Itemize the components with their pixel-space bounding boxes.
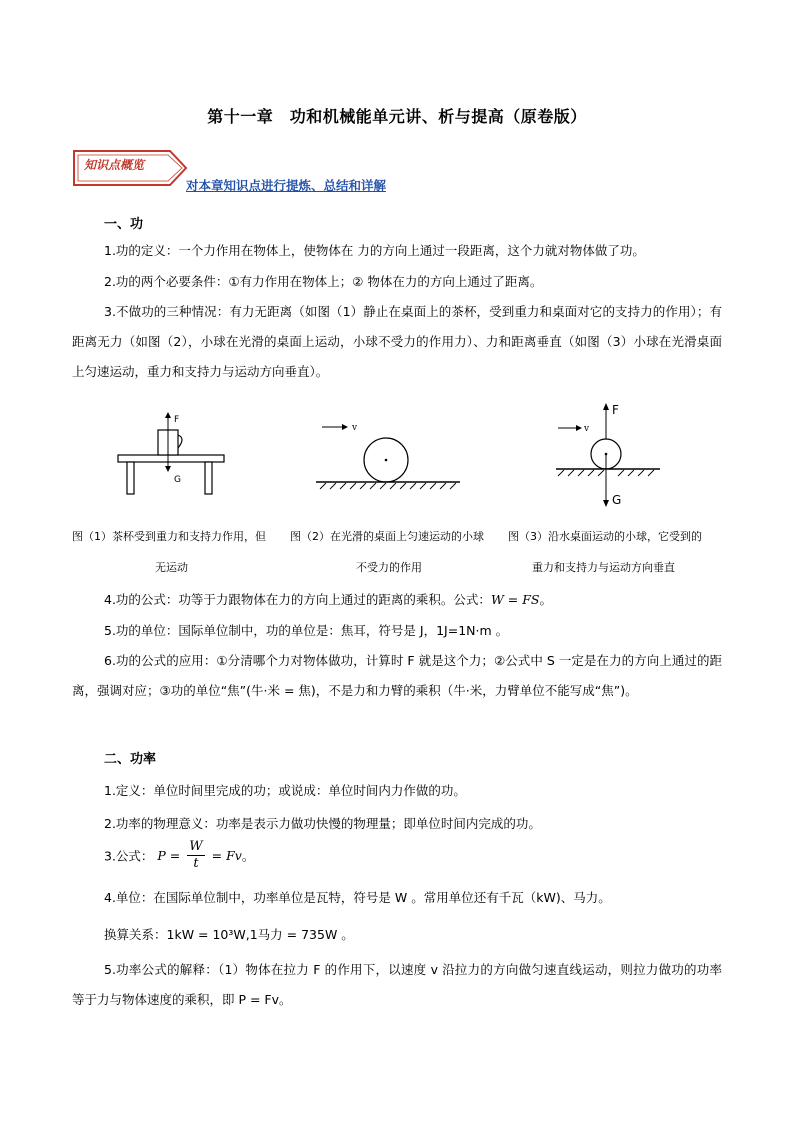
figure2-caption-line2: 不受力的作用	[356, 561, 422, 574]
paragraph-power-unit: 4.单位：在国际单位制中，功率单位是瓦特，符号是 W 。常用单位还有千瓦（kW)、马力。	[104, 890, 611, 905]
formula-power-rhs: = Fv	[211, 848, 242, 863]
paragraph-work-application: 6.功的公式的应用：①分清哪个力对物体做功，计算时 F 就是这个力；②公式中 S 一定是在力的方向上通过的距离，强调对应；③功的单位“焦”(牛·米 = 焦)，不是力和力臂的乘积（牛·米，力臂单位不能写成“焦”)。	[72, 653, 722, 698]
paragraph-power-explanation: 5.功率公式的解释：（1）物体在拉力 F 的作用下，以速度 v 沿拉力的方向做匀速直线运动，则拉力做功的功率等于力与物体速度的乘积，即 P = Fv。	[72, 962, 722, 1007]
formula-power-fraction: $\frac{W}{t}$	[189, 839, 203, 871]
figure1-caption-line2: 无运动	[155, 561, 188, 574]
paragraph-no-work-cases: 3.不做功的三种情况：有力无距离（如图（1）静止在桌面上的茶杯，受到重力和桌面对它的支持力的作用）；有距离无力（如图（2），小球在光滑的桌面上运动，小球不受力的作用力）、力和距离垂直（如图（3）小球在光滑桌面上匀速运动，重力和支持力与运动方向垂直）。	[72, 304, 722, 379]
section-subtitle-link[interactable]: 对本章知识点进行提炼、总结和详解	[186, 178, 387, 193]
section-heading-work: 一、功	[104, 217, 144, 232]
force-label-f: F	[612, 403, 619, 417]
paragraph-power-meaning: 2.功率的物理意义：功率是表示力做功快慢的物理量；即单位时间内完成的功。	[104, 816, 541, 831]
section-heading-power: 二、功率	[104, 752, 157, 767]
figure-cup-on-table	[112, 408, 232, 500]
paragraph-power-conversion: 换算关系：1kW = 10³W,1马力 = 735W 。	[104, 927, 354, 942]
section-tag-label: 知识点概览	[84, 158, 145, 172]
page-title: 第十一章 功和机械能单元讲、析与提高（原卷版）	[207, 107, 587, 126]
figure1-caption-line1: 图（1）茶杯受到重力和支持力作用，但	[72, 530, 266, 543]
gravity-label-g: G	[174, 475, 181, 485]
figure3-caption-line1: 图（3）沿水桌面运动的小球，它受到的	[508, 530, 702, 543]
gravity-label-g: G	[612, 493, 622, 507]
paragraph-work-unit: 5.功的单位：国际单位制中，功的单位是：焦耳，符号是 J，1J=1N·m 。	[104, 623, 509, 638]
paragraph-work-conditions: 2.功的两个必要条件：①有力作用在物体上；② 物体在力的方向上通过了距离。	[104, 274, 543, 289]
formula-work: W = FS	[490, 592, 540, 607]
paragraph-power-formula: 3.公式： P = $\frac{W}{t}$ = Fv。	[104, 839, 255, 871]
figure-ball-forces	[552, 400, 664, 512]
figure3-caption-line2: 重力和支持力与运动方向垂直	[532, 561, 675, 574]
figure2-caption-line1: 图（2）在光滑的桌面上匀速运动的小球	[290, 530, 484, 543]
formula-power-lhs: P =	[157, 848, 181, 863]
figure-ball-rolling	[316, 415, 461, 495]
velocity-label-v: v	[352, 423, 358, 433]
paragraph-power-definition: 1.定义：单位时间里完成的功；或说成：单位时间内力作做的功。	[104, 783, 466, 798]
paragraph-work-formula: 4.功的公式：功等于力跟物体在力的方向上通过的距离的乘积。公式：W = FS。	[104, 592, 552, 607]
paragraph-work-definition: 1.功的定义：一个力作用在物体上，使物体在 力的方向上通过一段距离，这个力就对物体做了功。	[104, 243, 645, 258]
velocity-label-v: v	[584, 424, 590, 434]
force-label-f: F	[174, 415, 180, 425]
